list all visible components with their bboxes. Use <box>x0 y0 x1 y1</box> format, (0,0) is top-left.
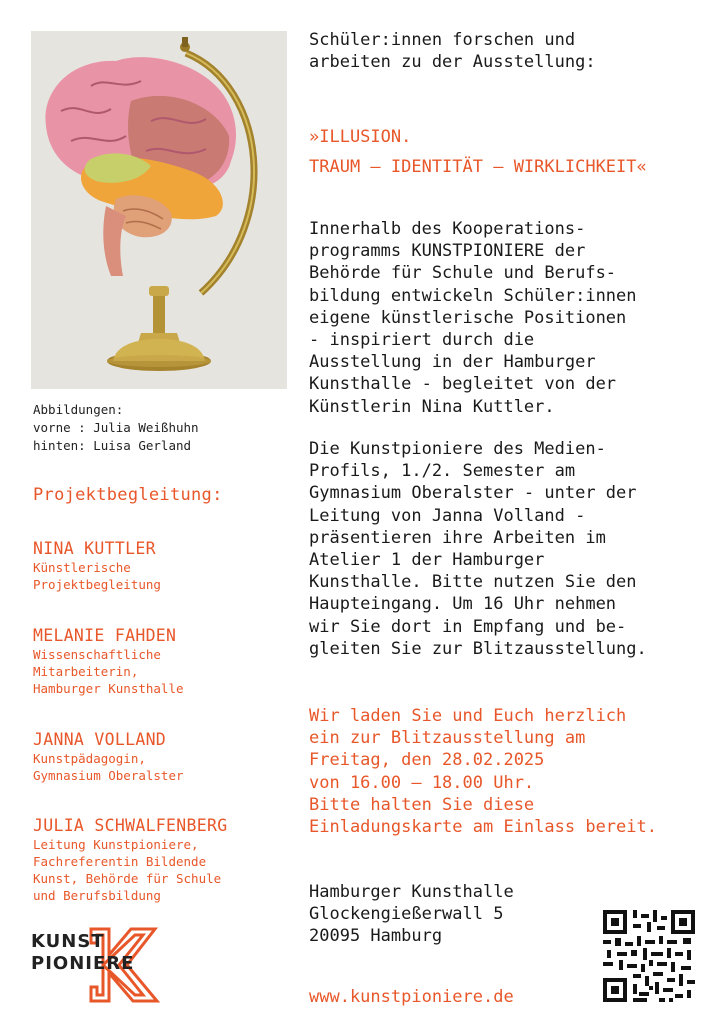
logo-line2: PIONIERE <box>31 953 135 974</box>
person-janna-volland <box>33 730 283 784</box>
person-role: Kunstpädagogin, Gymnasium Oberalster <box>33 751 184 783</box>
person-name: NINA KUTTLER <box>33 539 156 558</box>
person-name: JANNA VOLLAND <box>33 730 167 749</box>
body-paragraph-1: Innerhalb des Kooperations- programms KUNSTPIONIERE der Behörde für Schule und Berufs- bildung entwickeln Schüler:innen eigene künstlerische Positionen - inspiriert durch die Ausstellung in der Hamburger Kunsthalle - begleitet von der Künstlerin Nina Kuttler. <box>309 219 637 417</box>
kunstpioniere-logo <box>31 925 161 1005</box>
invitation-text: Wir laden Sie und Euch herzlich ein zur Blitzausstellung am Freitag, den 28.02.2025 von 16.00 – 18.00 Uhr. Bitte halten Sie diese Einladungskarte am Einlass bereit. <box>309 706 657 838</box>
image-credits: Abbildungen: vorne : Julia Weißhuhn hinten: Luisa Gerland <box>33 402 199 453</box>
body-paragraph-2: Die Kunstpioniere des Medien- Profils, 1./2. Semester am Gymnasium Oberalster - unter der Leitung von Janna Volland - präsentieren ihre Arbeiten im Atelier 1 der Hamburger Kunsthalle. Bitte nutzen Sie den Haupteingang. Um 16 Uhr nehmen wir Sie dort in Empfang und be- gleiten Sie zur Blitzausstellung. <box>309 439 647 659</box>
person-name: MELANIE FAHDEN <box>33 626 177 645</box>
person-melanie-fahden <box>33 626 283 697</box>
person-name: JULIA SCHWALFENBERG <box>33 816 228 835</box>
person-role: Künstlerische Projektbegleitung <box>33 560 161 592</box>
logo-line1: KUNST <box>31 931 105 952</box>
person-role: Leitung Kunstpioniere, Fachreferentin Bildende Kunst, Behörde für Schule und Berufsbildung <box>33 837 222 903</box>
person-nina-kuttler <box>33 539 283 593</box>
intro-text: Schüler:innen forschen und arbeiten zu der Ausstellung: <box>309 30 596 72</box>
exhibition-title: »ILLUSION. TRAUM – IDENTITÄT – WIRKLICHKEIT« <box>309 127 647 177</box>
qr-code[interactable] <box>603 910 695 1002</box>
brain-globe-illustration <box>31 31 287 389</box>
brain-globe-icon <box>31 31 287 389</box>
address: Hamburger Kunsthalle Glockengießerwall 5 20095 Hamburg <box>309 882 514 947</box>
person-julia-schwalfenberg <box>33 816 283 904</box>
project-heading: Projektbegleitung: <box>33 485 223 505</box>
qr-code-icon <box>603 910 695 1002</box>
person-role: Wissenschaftliche Mitarbeiterin, Hamburger Kunsthalle <box>33 647 184 696</box>
website-link[interactable]: www.kunstpioniere.de <box>309 987 514 1007</box>
